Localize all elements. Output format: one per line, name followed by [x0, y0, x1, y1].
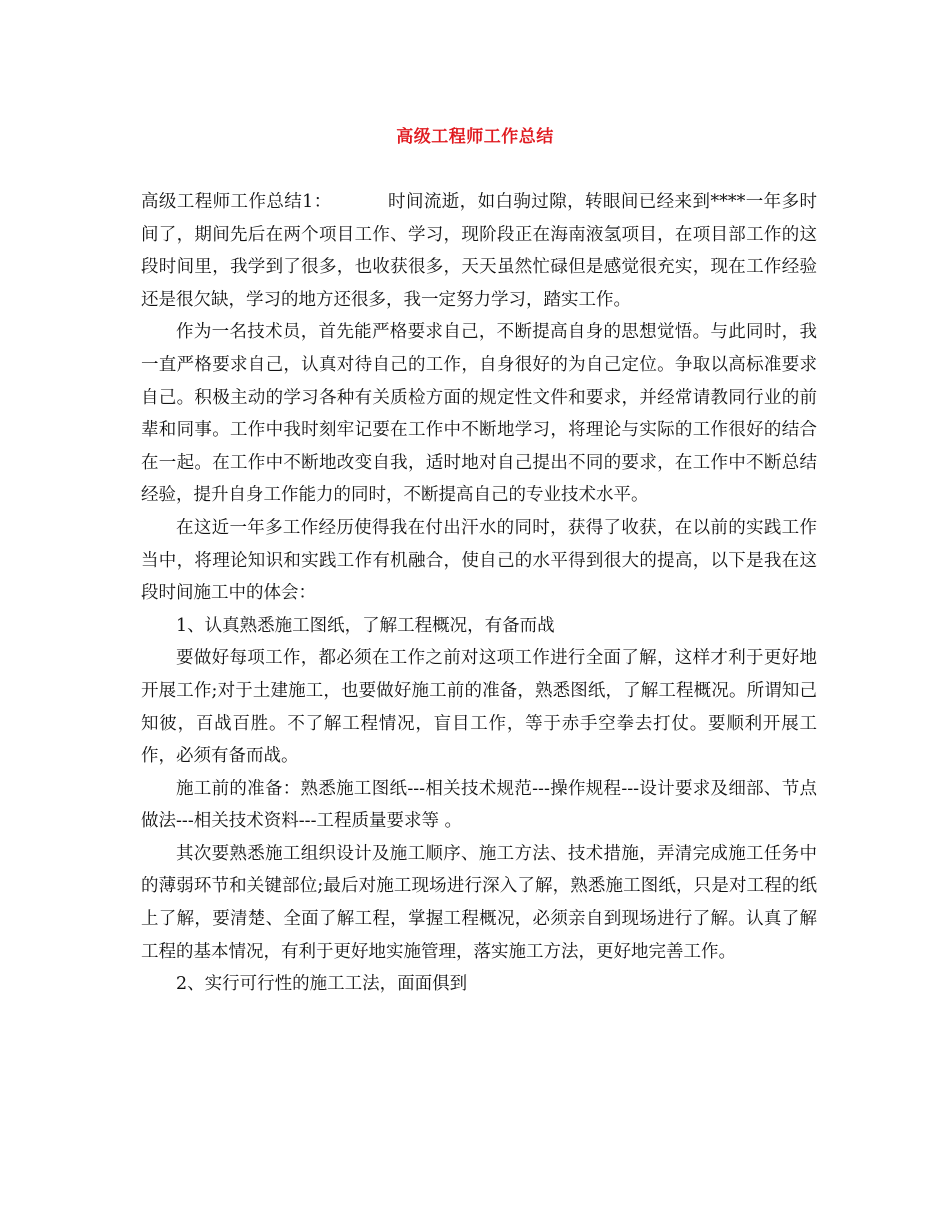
paragraph-1: [141, 186, 817, 316]
paragraph-1-text: 时间流逝，如白驹过隙，转眼间已经来到****一年多时间了，期间先后在两个项目工作、学习，现阶段正在海南液氢项目，在项目部工作的这段时间里，我学到了很多，也收获很多，天天虽然忙碌但是感觉很充实，现在工作经验还是很欠缺，学习的地方还很多，我一定努力学习，踏实工作。: [141, 192, 817, 310]
document-body: [141, 186, 817, 1001]
paragraph-4: 要做好每项工作，都必须在工作之前对这项工作进行全面了解，这样才利于更好地开展工作;对于土建施工，也要做好施工前的准备，熟悉图纸，了解工程概况。所谓知己知彼，百战百胜。不了解工程情况，盲目工作，等于赤手空拳去打仗。要顺利开展工作，必须有备而战。: [141, 648, 817, 767]
paragraph-2: 作为一名技术员，首先能严格要求自己，不断提高自身的思想觉悟。与此同时，我一直严格要求自己，认真对待自己的工作，自身很好的为自己定位。争取以高标准要求自己。积极主动的学习各种有关质检方面的规定性文件和要求，并经常请教同行业的前辈和同事。工作中我时刻牢记要在工作中不断地学习，将理论与实际的工作很好的结合在一起。在工作中不断地改变自我，适时地对自己提出不同的要求，在工作中不断总结经验，提升自身工作能力的同时，不断提高自己的专业技术水平。: [141, 322, 817, 506]
section-heading-2: 2、实行可行性的施工工法，面面俱到: [176, 974, 468, 995]
document-title: 高级工程师工作总结: [396, 127, 554, 147]
section-heading-1: 1、认真熟悉施工图纸，了解工程概况，有备而战: [176, 615, 555, 636]
paragraph-5: 施工前的准备：熟悉施工图纸---相关技术规范---操作规程---设计要求及细部、节点做法---相关技术资料---工程质量要求等 。: [141, 778, 817, 832]
intro-label: 高级工程师工作总结1：: [141, 192, 332, 212]
paragraph-6: 其次要熟悉施工组织设计及施工顺序、施工方法、技术措施，弄清完成施工任务中的薄弱环节和关键部位;最后对施工现场进行深入了解，熟悉施工图纸，只是对工程的纸上了解，要清楚、全面了解工程，掌握工程概况，必须亲自到现场进行了解。认真了解工程的基本情况，有利于更好地实施管理，落实施工方法，更好地完善工作。: [141, 843, 817, 962]
paragraph-3: 在这近一年多工作经历使得我在付出汗水的同时，获得了收获，在以前的实践工作当中，将理论知识和实践工作有机融合，使自己的水平得到很大的提高，以下是我在这段时间施工中的体会：: [141, 517, 817, 604]
